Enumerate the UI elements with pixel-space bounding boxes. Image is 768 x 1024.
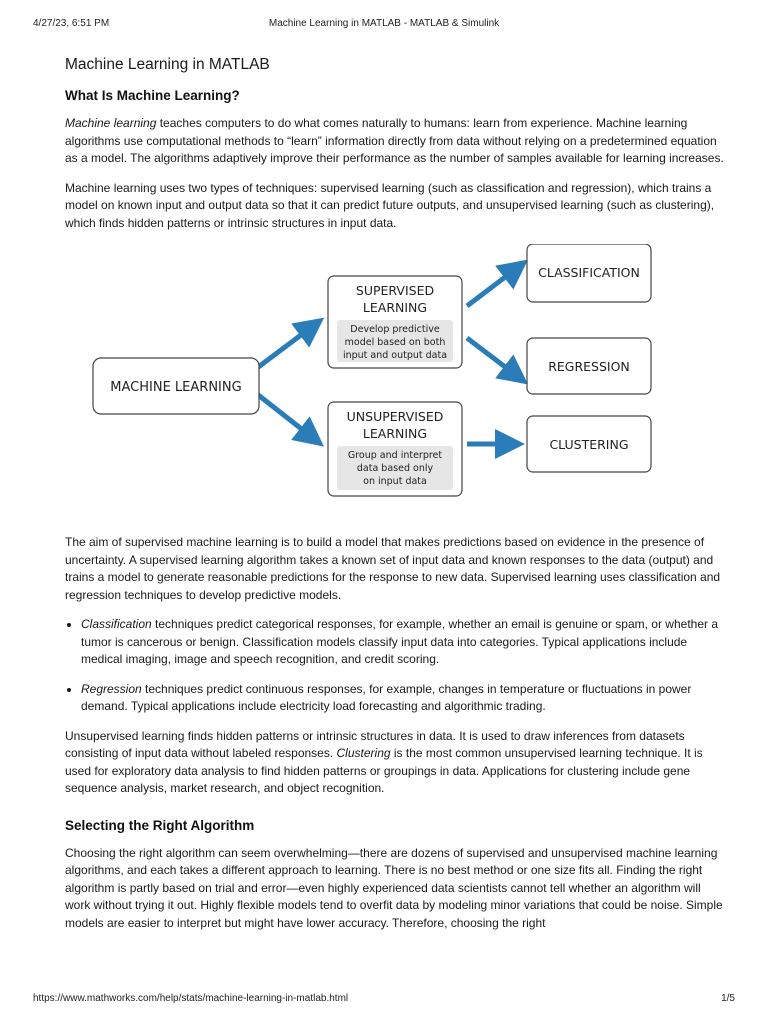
- classification-text: techniques predict categorical responses, for example, whether an email is genuine or spam, or whether a tumor is cancerous or benign. Classification models classify input data into categories. Typical applications include medical imaging, image and speech recognition, and credit scoring.: [81, 617, 719, 666]
- term-classification: Classification: [81, 617, 152, 631]
- paragraph-selecting-algorithm: Choosing the right algorithm can seem overwhelming—there are dozens of supervised and unsupervised machine learning algorithms, and each takes a different approach to learning. There is no best method or one size fits all. Finding the right algorithm is partly based on trial and error—even highly experienced data scientists cannot tell whether an algorithm will work without trying it out. Highly flexible models tend to overfit data by modeling minor variations that could be noise. Simple models are easier to interpret but might have lower accuracy. Therefore, choosing the right: [65, 845, 723, 930]
- regression-label: REGRESSION: [548, 359, 630, 374]
- classification-label: CLASSIFICATION: [538, 265, 640, 280]
- supervised-title-line2: LEARNING: [362, 300, 428, 315]
- supervised-desc-line3: input and output data: [342, 350, 448, 361]
- document-title: Machine Learning in MATLAB: [65, 56, 270, 73]
- print-page-title: Machine Learning in MATLAB - MATLAB & Simulink: [268, 18, 500, 29]
- unsupervised-desc-line1: Group and interpret: [347, 450, 443, 461]
- document-body: [65, 56, 725, 944]
- list-item-regression: [81, 681, 725, 716]
- paragraph-intro-text: teaches computers to do what comes naturally to humans: learn from experience. Machine learning algorithms use computational methods to “learn” information directly from data without relying on a predetermined equation as a model. The algorithms adaptively improve their performance as the number of samples available for learning increases.: [65, 116, 724, 165]
- section-heading-what-is-ml: What Is Machine Learning?: [65, 88, 240, 103]
- term-regression: Regression: [81, 681, 142, 696]
- print-page-number: 1/5: [721, 993, 735, 1004]
- unsupervised-desc-line3: on input data: [363, 476, 427, 487]
- clustering-label: CLUSTERING: [549, 437, 629, 452]
- unsupervised-text-b: is the most common unsupervised learning technique. It is used for exploratory data analysis to find hidden patterns or groupings in data. Applications for clustering include gene sequence analysis, market research, and object recognition.: [65, 746, 703, 795]
- unsupervised-desc-line2: data based only: [356, 463, 434, 474]
- arrow-supervised-to-classification: [467, 268, 517, 306]
- supervised-desc-line2: model based on both: [344, 337, 446, 348]
- arrow-supervised-to-regression: [467, 338, 517, 376]
- paragraph-intro: [65, 115, 725, 168]
- unsupervised-text-a: Unsupervised learning finds hidden patterns or intrinsic structures in data. It is used to draw inferences from datasets consisting of input data without labeled responses.: [65, 728, 685, 760]
- ml-techniques-diagram: [59, 244, 719, 514]
- supervised-techniques-list: [65, 616, 725, 716]
- arrow-root-to-unsupervised: [257, 394, 313, 438]
- section-heading-selecting-algorithm: Selecting the Right Algorithm: [65, 817, 255, 833]
- term-clustering: Clustering: [336, 746, 391, 760]
- paragraph-techniques: Machine learning uses two types of techniques: supervised learning (such as classification and regression), which trains a model on known input and output data so that it can predict future outputs, and unsupervised learning (such as clustering), which finds hidden patterns or intrinsic structures in input data.: [65, 180, 715, 230]
- paragraph-supervised: The aim of supervised machine learning is to build a model that makes predictions based on evidence in the presence of uncertainty. A supervised learning algorithm takes a known set of input data and known responses to the data (output) and trains a model to generate reasonable predictions for the response to new data. Supervised learning uses classification and regression techniques to develop predictive models.: [65, 535, 721, 602]
- diagram-canvas: [59, 244, 719, 514]
- paragraph-unsupervised: [65, 728, 725, 798]
- list-item-classification: [81, 616, 725, 669]
- arrow-root-to-supervised: [257, 326, 313, 368]
- unsupervised-title-line2: LEARNING: [362, 426, 428, 441]
- print-url: https://www.mathworks.com/help/stats/machine-learning-in-matlab.html: [33, 993, 349, 1004]
- machine-learning-label: MACHINE LEARNING: [110, 380, 242, 395]
- print-timestamp: 4/27/23, 6:51 PM: [33, 18, 110, 29]
- supervised-title-line1: SUPERVISED: [355, 283, 435, 298]
- term-machine-learning: Machine learning: [65, 116, 157, 130]
- unsupervised-title-line1: UNSUPERVISED: [346, 409, 444, 424]
- regression-text: techniques predict continuous responses, for example, changes in temperature or fluctuations in power demand. Typical applications include electricity load forecasting and algorithmic trading.: [81, 681, 692, 713]
- supervised-desc-line1: Develop predictive: [350, 324, 440, 335]
